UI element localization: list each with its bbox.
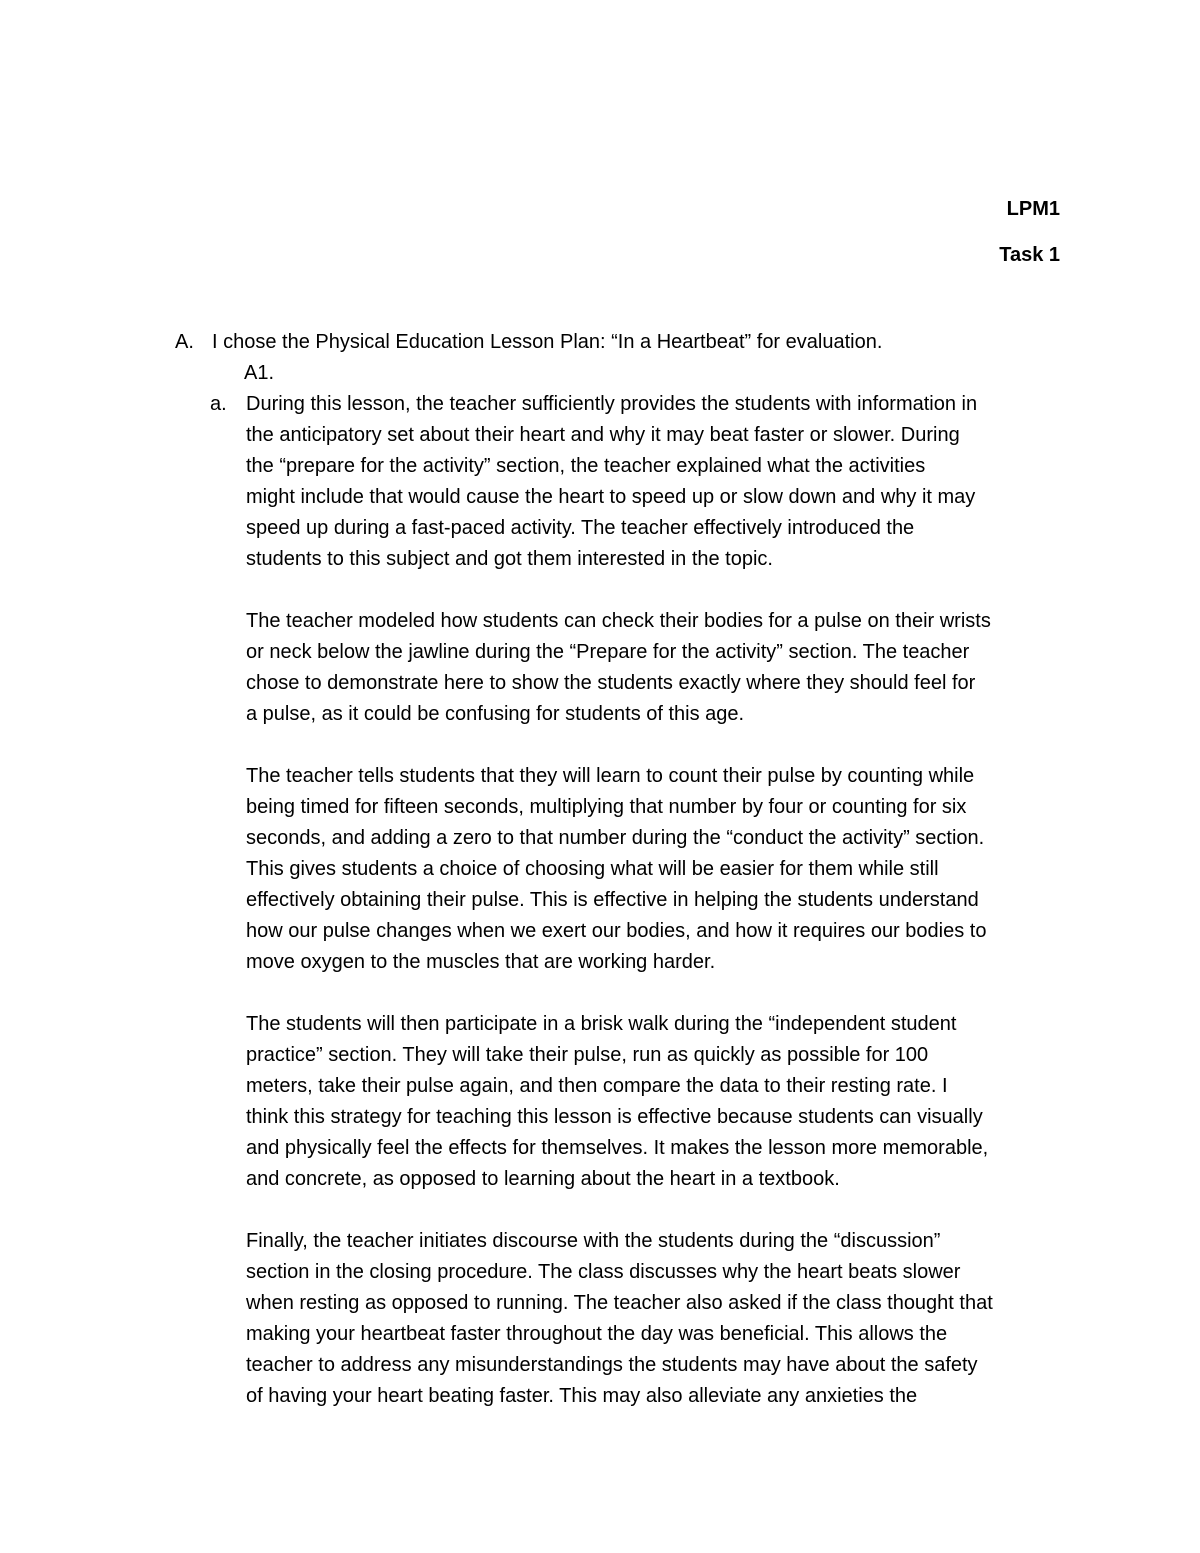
section-a-heading	[175, 327, 882, 358]
text-line: section in the closing procedure. The class discusses why the heart beats slower	[246, 1261, 961, 1283]
text-line: of having your heart beating faster. This may also alleviate any anxieties the	[246, 1385, 918, 1407]
text-line: and physically feel the effects for themselves. It makes the lesson more memorable,	[246, 1137, 989, 1159]
text-line: when resting as opposed to running. The teacher also asked if the class thought that	[246, 1292, 993, 1314]
subsection-a1-label: A1.	[244, 362, 275, 384]
section-a-marker: A.	[175, 331, 194, 353]
paragraph-discussion	[246, 1226, 1066, 1412]
paragraph-modeling	[246, 606, 1066, 730]
text-line: speed up during a fast-paced activity. The teacher effectively introduced the	[246, 517, 915, 539]
list-marker-a: a.	[210, 393, 227, 415]
text-line: The students will then participate in a brisk walk during the “independent student	[246, 1013, 957, 1035]
text-line: being timed for fifteen seconds, multiplying that number by four or counting for six	[246, 796, 967, 818]
text-line: might include that would cause the heart to speed up or slow down and why it may	[246, 486, 976, 508]
evaluation-body	[246, 389, 1066, 1443]
text-line: This gives students a choice of choosing what will be easier for them while still	[246, 858, 939, 880]
text-line: teacher to address any misunderstandings the students may have about the safety	[246, 1354, 978, 1376]
course-code: LPM1	[1006, 198, 1060, 220]
text-line: During this lesson, the teacher sufficiently provides the students with information in	[246, 393, 978, 415]
paragraph-independent-practice	[246, 1009, 1066, 1195]
text-line: students to this subject and got them interested in the topic.	[246, 548, 773, 570]
text-line: chose to demonstrate here to show the students exactly where they should feel for	[246, 672, 976, 694]
text-line: effectively obtaining their pulse. This is effective in helping the students understand	[246, 889, 979, 911]
text-line: or neck below the jawline during the “Prepare for the activity” section. The teacher	[246, 641, 970, 663]
paragraph-counting-pulse	[246, 761, 1066, 978]
text-line: seconds, and adding a zero to that number during the “conduct the activity” section.	[246, 827, 985, 849]
text-line: how our pulse changes when we exert our bodies, and how it requires our bodies to	[246, 920, 987, 942]
paragraph-anticipatory-set	[246, 389, 1066, 575]
text-line: making your heartbeat faster throughout the day was beneficial. This allows the	[246, 1323, 948, 1345]
text-line: the anticipatory set about their heart and why it may beat faster or slower. During	[246, 424, 960, 446]
text-line: a pulse, as it could be confusing for students of this age.	[246, 703, 745, 725]
text-line: practice” section. They will take their pulse, run as quickly as possible for 100	[246, 1044, 929, 1066]
text-line: The teacher modeled how students can check their bodies for a pulse on their wrists	[246, 610, 991, 632]
text-line: move oxygen to the muscles that are working harder.	[246, 951, 716, 973]
task-label: Task 1	[999, 244, 1060, 266]
text-line: meters, take their pulse again, and then compare the data to their resting rate. I	[246, 1075, 948, 1097]
text-line: and concrete, as opposed to learning about the heart in a textbook.	[246, 1168, 840, 1190]
text-line: The teacher tells students that they will learn to count their pulse by counting while	[246, 765, 975, 787]
text-line: think this strategy for teaching this lesson is effective because students can visually	[246, 1106, 983, 1128]
text-line: Finally, the teacher initiates discourse with the students during the “discussion”	[246, 1230, 941, 1252]
document-header	[999, 186, 1060, 278]
text-line: the “prepare for the activity” section, the teacher explained what the activities	[246, 455, 926, 477]
section-a-text: I chose the Physical Education Lesson Plan: “In a Heartbeat” for evaluation.	[212, 331, 883, 353]
